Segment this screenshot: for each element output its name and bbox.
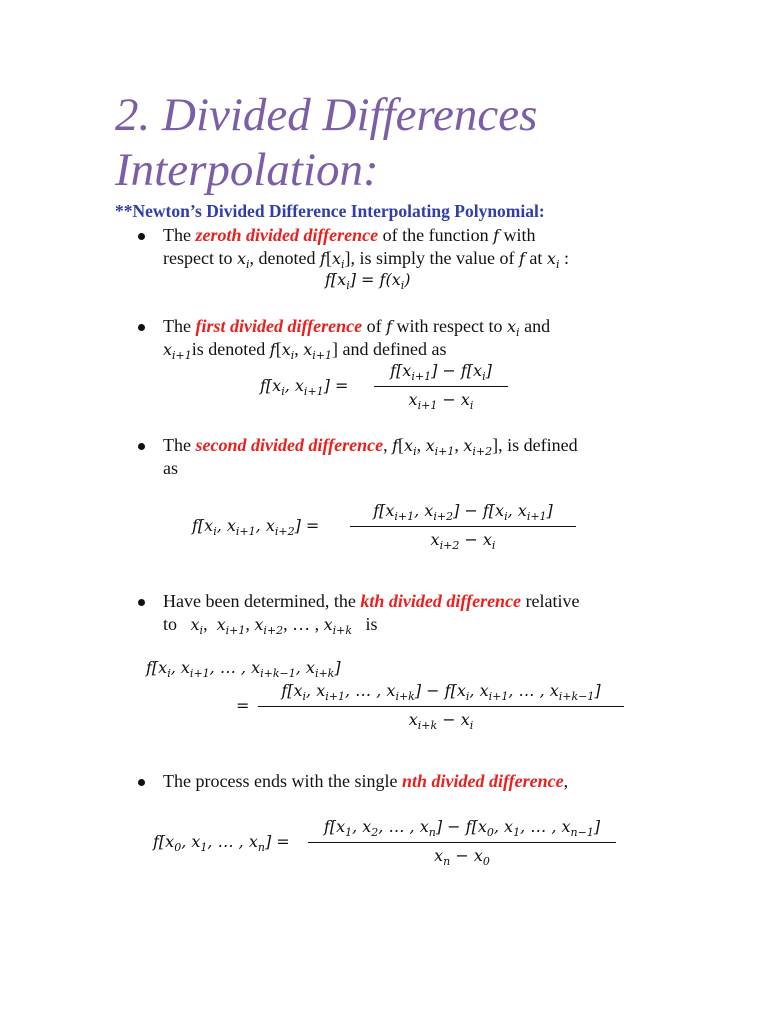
formula-kth-equals: = [236,696,250,715]
bullet-2-line-1: The first divided difference of f with respect to $x_i$ and [163,316,551,339]
term-zeroth: zeroth divided difference [195,225,379,245]
title-line-2: Interpolation: [115,144,379,196]
term-nth: nth divided difference [401,771,564,791]
formula-first-lhs: $f[x_i$, $x_{i+1}$] = [260,376,349,398]
bullet-1-line-2: respect to $x_i$, denoted $f[x_i]$, is simply the value of f at $x_i$ : [163,248,569,271]
bullet-dot [138,779,145,786]
formula-nth-lhs: $f[x_0$, $x_1$, … , $x_n$] = [153,832,290,854]
bullet-dot [138,233,145,240]
formula-second-fraction: $f[x_{i+1}$, $x_{i+2}] - f[x_i$, $x_{i+1}$] $x_{i+2} - x_i$ [350,501,576,552]
title-line-1: 2. Divided Differences [115,89,538,141]
formula-nth-fraction: $f[x_1$, $x_2$, … , $x_n] - f[x_0$, $x_1$, … , $x_{n-1}$] $x_n - x_0$ [308,817,616,868]
bullet-2-line-2: $x_{i+1}is$ denoted $f[x_i$, $x_{i+1}$] and defined as [163,339,447,362]
formula-kth-lhs: $f[x_i$, $x_{i+1}$, … , $x_{i+k-1}$, $x_{i+k}$] [146,658,341,680]
formula-kth-fraction: $f[x_i$, $x_{i+1}$, … , $x_{i+k}] - f[x_i$, $x_{i+1}$, … , $x_{i+k-1}$] $x_{i+k} - x_i$ [258,681,624,732]
formula-second-lhs: $f[x_i$, $x_{i+1}$, $x_{i+2}$] = [192,516,320,538]
bullet-dot [138,324,145,331]
bullet-5-line-1: The process ends with the single nth divided difference, [163,771,569,791]
bullet-4-line-1: Have been determined, the kth divided difference relative [163,591,580,611]
bullet-1-line-1: The zeroth divided difference of the function f with [163,225,536,245]
bullet-3-line-2: as [163,458,178,478]
term-kth: kth divided difference [360,591,522,611]
formula-zeroth: $f[x_i] = f(x_i)$ [325,270,411,292]
term-first: first divided difference [195,316,363,336]
bullet-dot [138,443,145,450]
page-title [115,88,735,198]
bullet-dot [138,599,145,606]
term-second: second divided difference [195,435,384,455]
section-subtitle: **Newton’s Divided Difference Interpolating Polynomial: [115,201,545,221]
bullet-4-line-2: to $x_i$, $x_{i+1}$, $x_{i+2}$, … , $x_{i+k}$ is [163,614,378,637]
bullet-3-line-1: The second divided difference, $f[x_i$, $x_{i+1}$, $x_{i+2}$], is defined [163,435,578,458]
formula-first-fraction: $f[x_{i+1}] - f[x_i]$ $x_{i+1} - x_i$ [374,361,508,412]
